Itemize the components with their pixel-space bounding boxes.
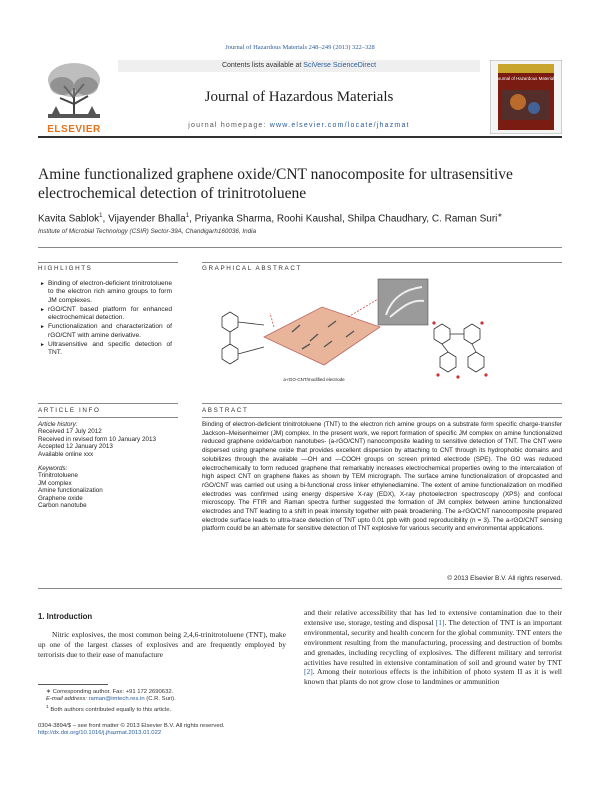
abstract-rule-lower [202, 417, 562, 418]
graphical-abstract-figure [202, 277, 562, 389]
abstract-heading: ABSTRACT [202, 407, 249, 414]
abstract-rule [202, 403, 562, 404]
author-name[interactable]: Priyanka Sharma [194, 213, 272, 225]
highlight-item: ► rGO/CNT based platform for enhanced electrochemical detection. [40, 306, 172, 323]
footnote-rule [38, 684, 108, 685]
author-mark: 1 [99, 213, 103, 219]
author-name[interactable]: Vijayender Bhalla [108, 213, 186, 225]
author-name[interactable]: Shilpa Chaudhary [347, 213, 427, 225]
paper-title: Amine functionalized graphene oxide/CNT nanocomposite for ultrasensitive electrochemical detection of trinitrotoluene [38, 166, 513, 202]
keyword: JM complex [38, 479, 72, 487]
footnote-mark: 1 [46, 704, 49, 710]
highlights-rule [38, 262, 178, 263]
highlights-heading: HIGHLIGHTS [38, 265, 93, 272]
molecule-left [222, 312, 264, 364]
graphical-abstract-label: a-rGO-CNT/modified electrode [283, 377, 345, 382]
footnotes [38, 689, 286, 714]
journal-cover-image [490, 60, 562, 134]
reference-link[interactable]: [2] [304, 667, 313, 677]
highlight-item: ► Ultrasensitive and specific detection of TNT. [40, 341, 172, 358]
article-info-rule [38, 403, 178, 404]
journal-citation: Journal of Hazardous Materials 248–249 (2013) 322–328 [225, 44, 375, 51]
contents-prefix: Contents lists available at [221, 62, 304, 69]
cover-title: Journal of Hazardous Materials [495, 76, 557, 81]
journal-homepage [118, 122, 480, 129]
article-info-rule-lower [38, 417, 178, 418]
author-name[interactable]: Roohi Kaushal [276, 213, 342, 225]
intro-right-text: . Among their notorious effects is the inhibition of photo system II as it is well known that plants do not grow close to landmines or ammunition [304, 667, 562, 687]
author-mark: ∗ [497, 213, 503, 219]
author-mark: 1 [185, 213, 190, 219]
highlights-list [40, 280, 172, 359]
issn-line: 0304-3894/$ – see front matter © 2013 Elsevier B.V. All rights reserved. [38, 723, 225, 729]
history-item: Received in revised form 10 January 2013 [38, 435, 156, 443]
keyword: Graphene oxide [38, 494, 83, 502]
author-name[interactable]: Kavita Sablok [38, 213, 100, 225]
sciencedirect-link[interactable]: SciVerse ScienceDirect [303, 62, 377, 69]
article-info-heading: ARTICLE INFO [38, 407, 101, 414]
molecule-right [434, 324, 484, 372]
doi-link[interactable]: http://dx.doi.org/10.1016/j.jhazmat.2013.01.022 [38, 730, 162, 737]
contents-line [118, 60, 480, 72]
highlight-item: ► Functionalization and characterization of rGO/CNT with amine derivative. [40, 323, 172, 340]
email-link[interactable]: raman@imtech.res.in [88, 696, 145, 703]
abstract-copyright: © 2013 Elsevier B.V. All rights reserved. [447, 575, 562, 582]
article-info-block [38, 421, 178, 509]
intro-right-paragraph [304, 608, 562, 687]
corresponding-note: Corresponding author. Fax: +91 172 2690632. [52, 689, 174, 695]
publisher-name: ELSEVIER [47, 124, 101, 135]
abstract-text: Binding of electron-deficient trinitrotoluene (TNT) to the electron rich amine groups on a substrate form specific charge-transfer Jackson–Meisenheimer (JM) complex. In the present work, we report formation of specific JM complex on amine functionalized reduced graphene oxide/carbon nanotubes- (a-rGO/CNT) nanocomposite leading to sensitive detection of TNT. The CNT were dispersed using graphene oxide that provides excellent dispersion by attaching to CNT through its hydrophobic domains and solubilizes through the available —OH and —COOH groups on screen printed electrode (SPE). The GO was reduced electrochemically to form reduced graphene that remarkably increases electrochemical properties owing to the intercalation of high aspect CNT on graphene flakes as shown by TEM micrograph. The surface amine functionalization of dropcasted and rGO/CNT was carried out using a bi-functional cross linker ethylenediamine. The extent of amine functionalization on modified electrodes was confirmed using energy dispersive X-ray (EDX), X-ray photoelectron spectroscopy (XPS) and confocal microscopy. The FTIR and Raman spectra further suggested the formation of JM complex between amine functionalized electrodes and TNT leading to a shift in peak intensity together with peak broadening. The a-rGO/CNT nanocomposite prepared electrode surface leads to ultra-trace detection of TNT upto 0.01 ppb with good reproducibility (n = 3). The a-rGO/CNT sensing platform could be an alternate for sensitive detection of TNT explosive for various security and environmental applications. [202, 421, 562, 533]
graphical-abstract-rule [202, 262, 562, 263]
email-label: E-mail address: [46, 696, 89, 703]
keyword: Amine functionalization [38, 487, 103, 495]
highlight-item: ► Binding of electron-deficient trinitrotoluene to the electron rich amino groups to form JM complexes. [40, 280, 172, 305]
history-label: Article history: [38, 421, 78, 428]
keywords-label: Keywords: [38, 465, 68, 473]
intro-right-text: and their relative accessibility that has led to extensive contamination due to their extensive use, storage, testing and disposal [304, 608, 562, 627]
header-divider [38, 136, 562, 138]
equal-contribution-note: Both authors contributed equally to this article. [50, 706, 172, 713]
affiliation: Institute of Microbial Technology (CSIR) Sector-39A, Chandigarh160036, India [38, 228, 257, 235]
author-list: Kavita Sablok$^1$, Vijayender Bhalla$^1$, Priyanka Sharma, Roohi Kaushal, Shilpa Chaudhary, C. Raman Suri∗ [38, 213, 503, 225]
history-item: Accepted 12 January 2013 [38, 443, 113, 451]
intro-left-paragraph: Nitric explosives, the most common being 2,4,6-trinitrotoluene (TNT), make up one of the largest classes of explosives and are frequently employed by terrorists due to their ease of manufacture [38, 630, 286, 659]
title-divider [38, 247, 562, 248]
keyword: Carbon nanotube [38, 502, 87, 510]
intro-heading: 1. Introduction [38, 612, 93, 621]
tem-micrograph [378, 279, 428, 325]
footnote-mark: ∗ [46, 689, 51, 695]
homepage-prefix: journal homepage: [188, 122, 270, 129]
history-item: Received 17 July 2012 [38, 428, 102, 436]
reference-link[interactable]: [1] [435, 617, 445, 627]
intro-right-text: . The detection of TNT is an important environmental, security and health concern for the global community. TNT enters the environment resulting from the manufacturing, processing and destruction of bombs and grenades, including recycling of explosives. The different military and terrorist activities have resulted in extensive contamination of soil and ground water by TNT [304, 617, 562, 667]
homepage-link[interactable]: www.elsevier.com/locate/jhazmat [269, 122, 410, 129]
abstract-end-rule [38, 588, 562, 589]
bottom-info [38, 723, 286, 738]
graphical-abstract-heading: GRAPHICAL ABSTRACT [202, 265, 302, 272]
history-item: Available online xxx [38, 450, 94, 458]
email-suffix: (C.R. Suri). [144, 696, 176, 703]
keyword: Trinitrotoluene [38, 472, 79, 480]
author-name[interactable]: C. Raman Suri [431, 213, 498, 225]
electrode-sheet [264, 307, 380, 365]
journal-title: Journal of Hazardous Materials [204, 89, 394, 105]
